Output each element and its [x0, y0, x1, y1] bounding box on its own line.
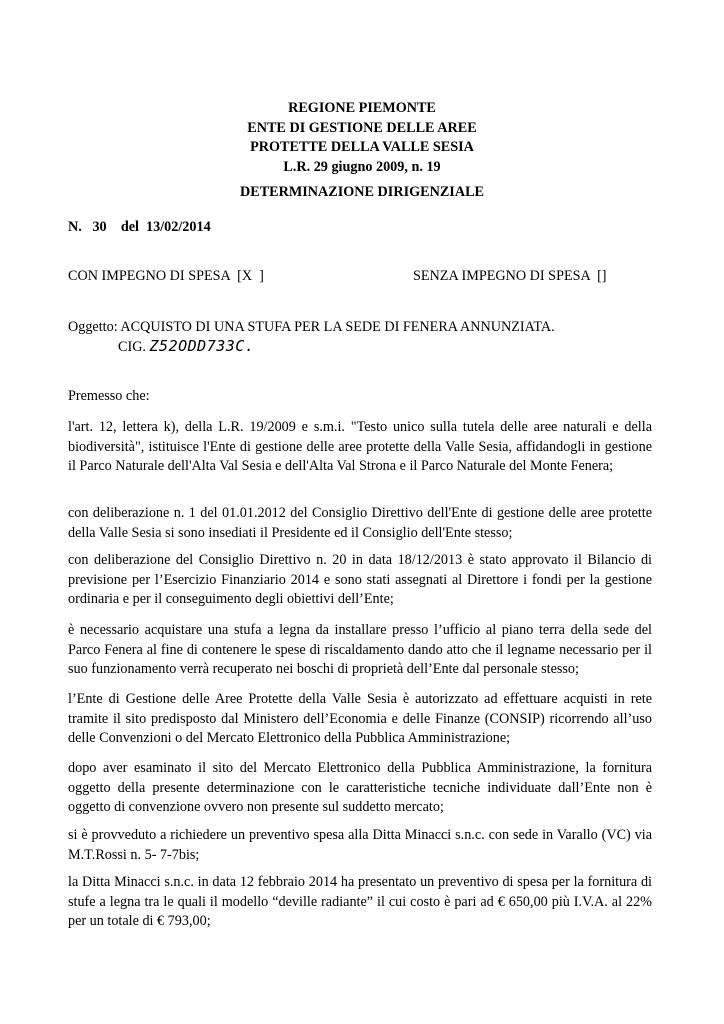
determination-date: 13/02/2014 [146, 219, 211, 235]
cig-label: CIG. [118, 339, 146, 355]
paragraph-art12: l'art. 12, lettera k), della L.R. 19/2009 e s.m.i. "Testo unico sulla tutela delle aree naturali e della biodiversità", istituisce l'Ente di gestione delle aree protette della Valle Sesia, affidandogli in gestione il Parco Naturale dell'Alta Val Sesia e dell'Alta Val Strona e il Parco Naturale del Monte Fenera; [68, 419, 652, 475]
premesso-heading: Premesso che: [68, 388, 150, 404]
paragraph-deliberazione-1: con deliberazione n. 1 del 01.01.2012 del Consiglio Direttivo dell'Ente di gestione delle aree protette della Valle Sesia si sono insediati il Presidente ed il Consiglio dell'Ente stesso; [68, 505, 652, 541]
document-header [0, 99, 724, 177]
paragraph-consip: l’Ente di Gestione delle Aree Protette della Valle Sesia è autorizzato ad effettuare acquisti in rete tramite il sito predisposto dal Ministero dell’Economia e delle Finanze (CONSIP) ricorrendo all’uso delle Convenzioni o del Mercato Elettronico della Pubblica Amministrazione; [68, 691, 652, 747]
paragraph-minacci: la Ditta Minacci s.n.c. in data 12 febbraio 2014 ha presentato un preventivo di spesa per la fornitura di stufe a legna tra le quali il modello “deville radiante” il cui costo è pari ad € 650,00 più I.V.A. al 22% per un totale di € 793,00; [68, 874, 652, 930]
cig-code: Z52ODD733C. [149, 337, 255, 355]
header-law: L.R. 29 giugno 2009, n. 19 [283, 158, 441, 175]
date-label: del [120, 219, 139, 235]
paragraph-preventivo: si è provveduto a richiedere un preventivo spesa alla Ditta Minacci s.n.c. con sede in Varallo (VC) via M.T.Rossi n. 5- 7-7bis; [68, 827, 652, 863]
number-value: 30 [92, 219, 107, 235]
cig-line [118, 337, 254, 358]
paragraph-stufa: è necessario acquistare una stufa a legna da installare presso l’ufficio al piano terra della sede del Parco Fenera al fine di contenere le spese di riscaldamento dando atto che il legname necessario per il suo funzionamento verrà recuperato nei boschi di proprietà dell’Ente dal personale stesso; [68, 622, 652, 678]
paragraph-deliberazione-20: con deliberazione del Consiglio Direttivo n. 20 in data 18/12/2013 è stato approvato il Bilancio di previsione per l’Esercizio Finanziario 2014 e sono stati assegnati al Direttore i fondi per la gestione ordinaria e per il conseguimento degli obiettivi dell’Ente; [68, 552, 652, 608]
senza-impegno-spesa: SENZA IMPEGNO DI SPESA [] [413, 268, 607, 284]
con-impegno-spesa: CON IMPEGNO DI SPESA [X ] [68, 268, 264, 284]
header-protette: PROTETTE DELLA VALLE SESIA [250, 139, 474, 156]
subject-line: Oggetto: ACQUISTO DI UNA STUFA PER LA SEDE DI FENERA ANNUNZIATA. [68, 319, 555, 335]
paragraph-mercato: dopo aver esaminato il sito del Mercato Elettronico della Pubblica Amministrazione, la fornitura oggetto della presente determinazione con le caratteristiche tecniche individuate dall’Ente non è oggetto di convenzione ovvero non presente sul suddetto mercato; [68, 760, 652, 816]
header-region: REGIONE PIEMONTE [288, 100, 436, 116]
determination-number [68, 218, 211, 238]
header-ente: ENTE DI GESTIONE DELLE AREE [247, 119, 477, 136]
document-type-title: DETERMINAZIONE DIRIGENZIALE [240, 184, 484, 200]
number-label: N. [68, 219, 82, 235]
